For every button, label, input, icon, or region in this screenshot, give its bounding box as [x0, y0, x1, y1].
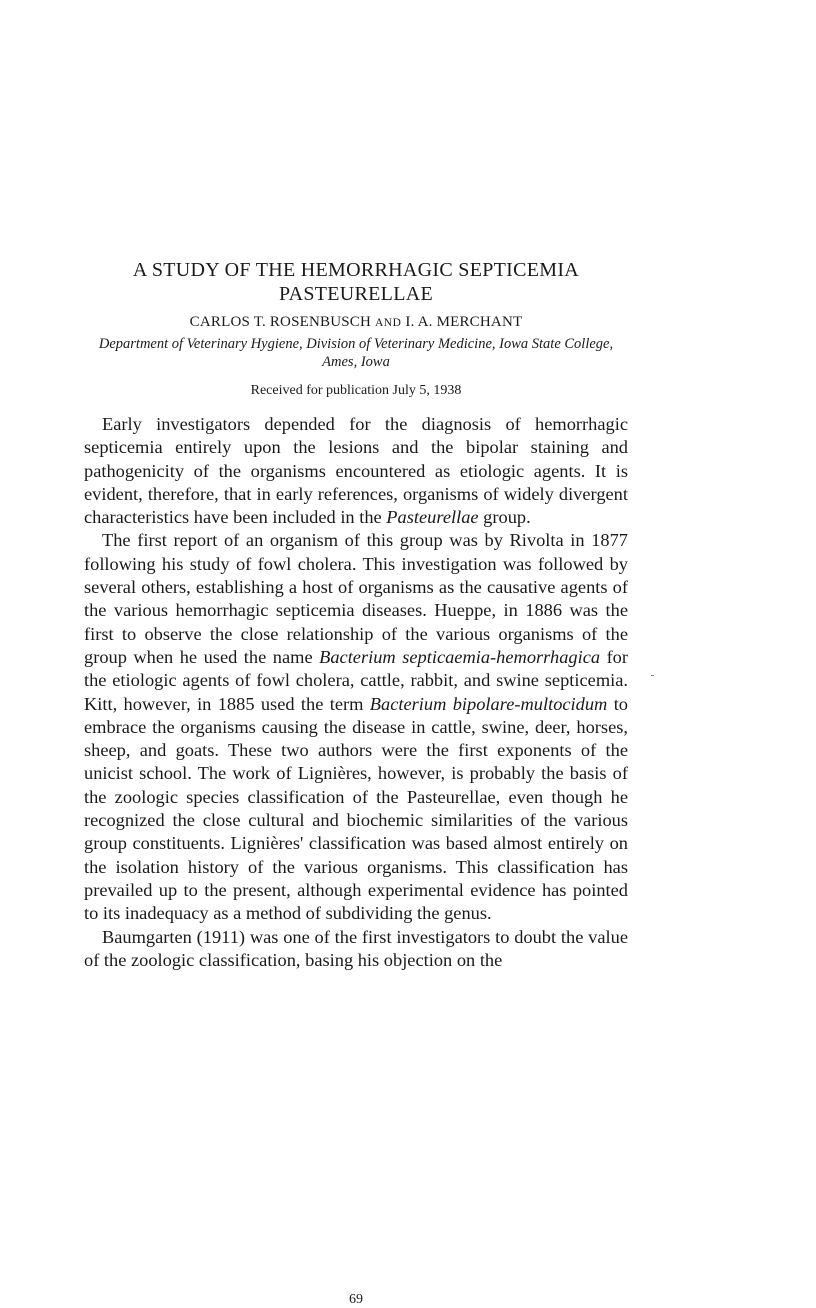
article	[84, 258, 629, 1307]
author-conjunction: AND	[375, 317, 402, 329]
author-2: I. A. MERCHANT	[405, 314, 523, 330]
page-number: 69	[349, 1292, 363, 1307]
author-1: CARLOS T. ROSENBUSCH	[189, 314, 372, 330]
paragraph-2-italic-1: Bacterium septicaemia-hemorrhagica	[319, 646, 601, 667]
article-title	[84, 258, 628, 306]
paragraph-1	[84, 413, 628, 529]
paragraph-1-text-b: group.	[478, 507, 531, 528]
margin-mark	[651, 675, 654, 676]
title-line-1: A STUDY OF THE HEMORRHAGIC SEPTICEMIA	[132, 259, 580, 281]
title-line-2: PASTEURELLAE	[279, 283, 433, 305]
paragraph-2-text-a: The first report of an organism of this group was by Rivolta in 1877 following his study of fowl cholera. This investigation was followed by several others, establishing a host of organisms as the causative agents of the various hemorrhagic septicemia diseases. Hueppe, in 1886 was the first to observe the close relationship of the various organisms of the group when he used the name	[84, 530, 628, 667]
affiliation: Department of Veterinary Hygiene, Division of Veterinary Medicine, Iowa State College, Ames, Iowa	[98, 336, 614, 370]
paragraph-1-text-a: Early investigators depended for the diagnosis of hemorrhagic septicemia entirely upon the lesions and the bipolar staining and pathogenicity of the organisms encountered as etiologic agents. It is evident, therefore, that in early references, organisms of widely divergent characteristics have been included in the	[84, 414, 628, 528]
author-line	[84, 314, 628, 331]
paragraph-1-italic: Pasteurellae	[386, 507, 479, 528]
paragraph-2-text-b: for the etiologic agents of fowl cholera, cattle, rabbit, and swine septicemia. Kitt, however, in 1885 used the term	[84, 646, 629, 714]
paragraph-3: Baumgarten (1911) was one of the first investigators to doubt the value of the zoologic classification, basing his objection on the	[84, 926, 628, 970]
paragraph-2	[84, 529, 628, 925]
paragraph-2-text-c: to embrace the organisms causing the disease in cattle, swine, deer, horses, sheep, and goats. These two authors were the first exponents of the unicist school. The work of Lignières, however, is probably the basis of the zoologic species classification of the Pasteurellae, even though he recognized the close cultural and biochemic similarities of the various group constituents. Lignières' classification was based almost entirely on the isolation history of the various organisms. This classification has prevailed up to the present, although experimental evidence has pointed to its inadequacy as a method of subdividing the genus.	[84, 693, 628, 924]
received-date: Received for publication July 5, 1938	[250, 383, 462, 398]
paragraph-2-italic-2: Bacterium bipolare-multocidum	[369, 693, 608, 714]
body-text	[84, 413, 628, 972]
